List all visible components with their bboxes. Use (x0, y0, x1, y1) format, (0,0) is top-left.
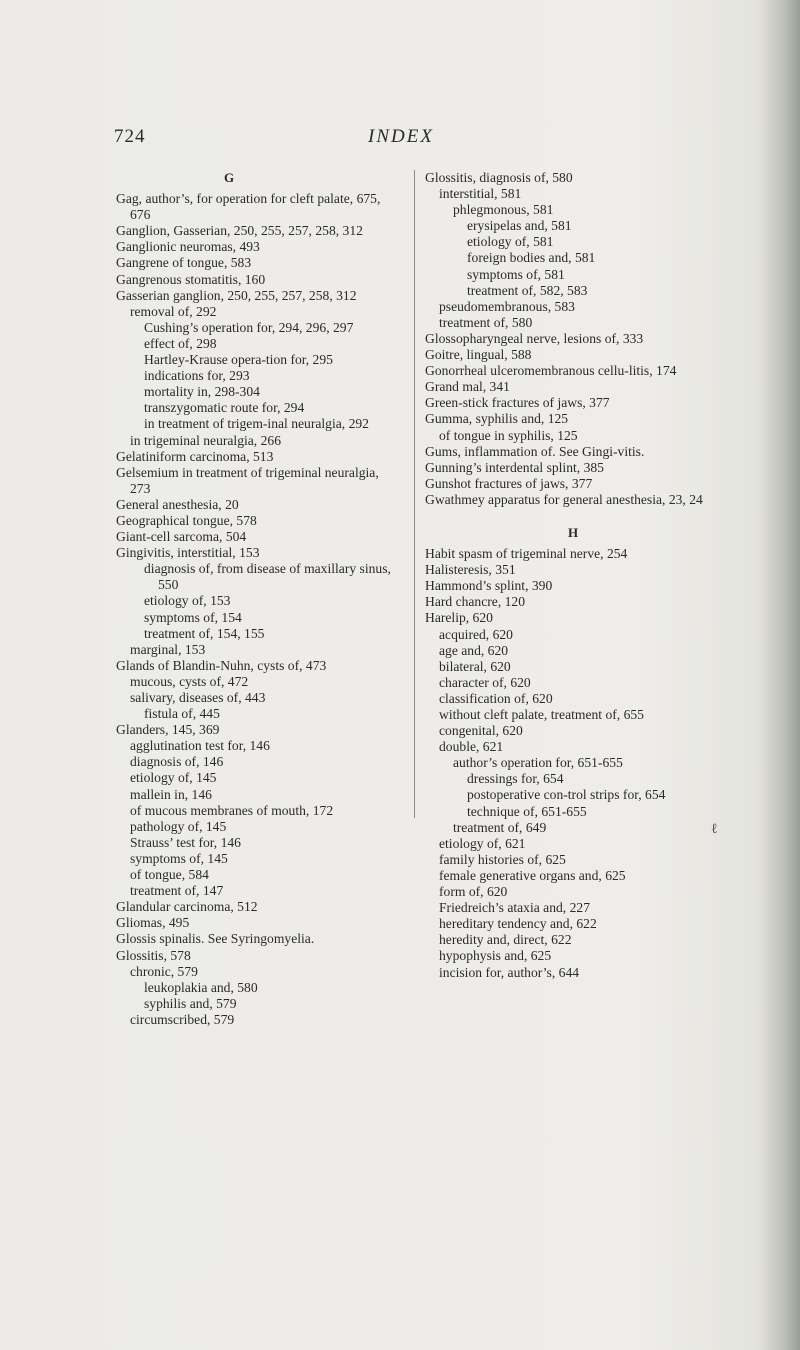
index-entry: erysipelas and, 581 (467, 218, 572, 234)
index-entry: family histories of, 625 (439, 851, 566, 867)
section-letter-g: G (224, 170, 235, 185)
index-entry: classification of, 620 (439, 690, 553, 706)
index-entry: in trigeminal neuralgia, 266 (130, 432, 281, 448)
index-entry: Green-stick fractures of jaws, 377 (425, 395, 610, 411)
index-entry: symptoms of, 581 (467, 266, 565, 282)
index-entry: effect of, 298 (144, 335, 217, 351)
index-entry: interstitial, 581 (439, 186, 522, 202)
index-entry: character of, 620 (439, 674, 531, 690)
index-entry: leukoplakia and, 580 (144, 979, 258, 995)
index-entry: hereditary tendency and, 622 (439, 916, 597, 932)
index-entry: etiology of, 145 (130, 770, 217, 786)
index-entry: Ganglion, Gasserian, 250, 255, 257, 258, 312 (116, 223, 363, 239)
index-entry: Gingivitis, interstitial, 153 (116, 545, 260, 561)
index-entry: Hard chancre, 120 (425, 594, 526, 610)
index-entry: female generative organs and, 625 (439, 867, 626, 883)
index-entry: syphilis and, 579 (144, 995, 237, 1011)
right-entry-list-g (425, 170, 715, 508)
index-entry: Gangrene of tongue, 583 (116, 255, 252, 271)
index-entry: General anesthesia, 20 (116, 496, 239, 512)
index-entry: Gelatiniform carcinoma, 513 (116, 448, 274, 464)
index-entry: Gums, inflammation of. See Gingi-vitis. (425, 443, 645, 459)
index-entry: treatment of, 649 (453, 819, 547, 835)
index-entry: treatment of, 582, 583 (467, 282, 588, 298)
index-entry: Hartley-Krause opera-tion for, 295 (144, 352, 333, 368)
left-entry-list (116, 191, 400, 1028)
index-entry: marginal, 153 (130, 641, 206, 657)
index-entry: mucous, cysts of, 472 (130, 673, 249, 689)
index-entry: Giant-cell sarcoma, 504 (116, 529, 247, 545)
index-entry: Gangrenous stomatitis, 160 (116, 271, 266, 287)
index-entry: symptoms of, 145 (130, 850, 228, 866)
index-entry: fistula of, 445 (144, 706, 220, 722)
index-entry: Glossitis, 578 (116, 947, 191, 963)
index-entry: of tongue, 584 (130, 867, 209, 883)
index-entry: agglutination test for, 146 (130, 738, 270, 754)
index-entry: in treatment of trigem-inal neuralgia, 292 (144, 416, 369, 432)
index-entry: mallein in, 146 (130, 786, 212, 802)
index-entry: Hammond’s splint, 390 (425, 578, 553, 594)
section-letter-h: H (568, 524, 579, 540)
index-entry: Glossis spinalis. See Syringomyelia. (116, 931, 315, 947)
index-entry: diagnosis of, from disease of maxillary sinus, 550 (144, 561, 391, 593)
index-entry: pseudomembranous, 583 (439, 298, 575, 314)
index-entry: Grand mal, 341 (425, 379, 510, 395)
running-title: INDEX (368, 126, 434, 147)
index-entry: Gag, author’s, for operation for cleft palate, 675, 676 (116, 191, 381, 223)
index-entry: phlegmonous, 581 (453, 202, 554, 218)
index-entry: of mucous membranes of mouth, 172 (130, 802, 334, 818)
footer-mark: ℓ (711, 822, 718, 837)
index-entry: Goitre, lingual, 588 (425, 347, 532, 363)
index-entry: symptoms of, 154 (144, 609, 242, 625)
index-entry: double, 621 (439, 739, 504, 755)
index-entry: Strauss’ test for, 146 (130, 834, 241, 850)
index-entry: Harelip, 620 (425, 610, 493, 626)
running-header (0, 126, 800, 156)
index-entry: treatment of, 147 (130, 883, 224, 899)
index-entry: mortality in, 298-304 (144, 384, 260, 400)
index-entry: technique of, 651-655 (467, 803, 587, 819)
index-entry: dressings for, 654 (467, 771, 564, 787)
index-entry: congenital, 620 (439, 723, 523, 739)
index-entry: of tongue in syphilis, 125 (439, 427, 578, 443)
index-entry: treatment of, 154, 155 (144, 625, 265, 641)
index-entry: foreign bodies and, 581 (467, 250, 596, 266)
index-entry: Glands of Blandin-Nuhn, cysts of, 473 (116, 657, 327, 673)
index-entry: Gliomas, 495 (116, 915, 190, 931)
index-entry: acquired, 620 (439, 626, 513, 642)
page-edge-shadow (760, 0, 800, 1350)
index-entry: Glossitis, diagnosis of, 580 (425, 170, 573, 185)
index-entry: Gunshot fractures of jaws, 377 (425, 475, 593, 491)
index-entry: Halisteresis, 351 (425, 562, 516, 578)
index-entry: without cleft palate, treatment of, 655 (439, 707, 644, 722)
index-entry: Gumma, syphilis and, 125 (425, 411, 569, 427)
index-entry: transzygomatic route for, 294 (144, 400, 305, 416)
index-entry: Gasserian ganglion, 250, 255, 257, 258, 312 (116, 287, 357, 303)
left-column (116, 170, 400, 1028)
index-entry: Gonorrheal ulceromembranous cellu-litis, 174 (425, 363, 677, 379)
index-entry: form of, 620 (439, 884, 508, 900)
index-entry: Glanders, 145, 369 (116, 722, 220, 738)
index-entry: circumscribed, 579 (130, 1011, 235, 1027)
index-entry: etiology of, 621 (439, 835, 526, 851)
index-entry: Habit spasm of trigeminal nerve, 254 (425, 546, 628, 562)
index-entry: Geographical tongue, 578 (116, 512, 257, 528)
index-entry: salivary, diseases of, 443 (130, 690, 266, 705)
index-entry: pathology of, 145 (130, 818, 227, 834)
index-entry: Gunning’s interdental splint, 385 (425, 459, 604, 475)
page-number: 724 (114, 126, 146, 147)
index-entry: bilateral, 620 (439, 658, 511, 674)
index-entry: Glandular carcinoma, 512 (116, 899, 258, 915)
index-entry: age and, 620 (439, 642, 509, 658)
index-entry: Friedreich’s ataxia and, 227 (439, 900, 590, 916)
right-column (425, 170, 715, 981)
index-entry: Gwathmey apparatus for general anesthesia, 23, 24 (425, 491, 703, 507)
index-entry: Cushing’s operation for, 294, 296, 297 (144, 319, 354, 335)
index-entry: incision for, author’s, 644 (439, 964, 580, 980)
index-entry: chronic, 579 (130, 963, 198, 979)
index-entry: heredity and, direct, 622 (439, 932, 572, 948)
right-entry-list-h (425, 546, 715, 981)
index-entry: treatment of, 580 (439, 314, 533, 330)
index-entry: indications for, 293 (144, 368, 250, 384)
index-entry: Ganglionic neuromas, 493 (116, 239, 260, 255)
column-divider (414, 170, 415, 818)
index-entry: removal of, 292 (130, 303, 217, 319)
index-entry: author’s operation for, 651-655 (453, 755, 623, 771)
index-entry: postoperative con-trol strips for, 654 (467, 787, 666, 803)
index-entry: Gelsemium in treatment of trigeminal neuralgia, 273 (116, 464, 379, 496)
index-entry: etiology of, 581 (467, 234, 554, 250)
index-entry: Glossopharyngeal nerve, lesions of, 333 (425, 330, 644, 346)
index-entry: hypophysis and, 625 (439, 948, 552, 964)
index-entry: etiology of, 153 (144, 593, 231, 609)
index-entry: diagnosis of, 146 (130, 754, 224, 770)
